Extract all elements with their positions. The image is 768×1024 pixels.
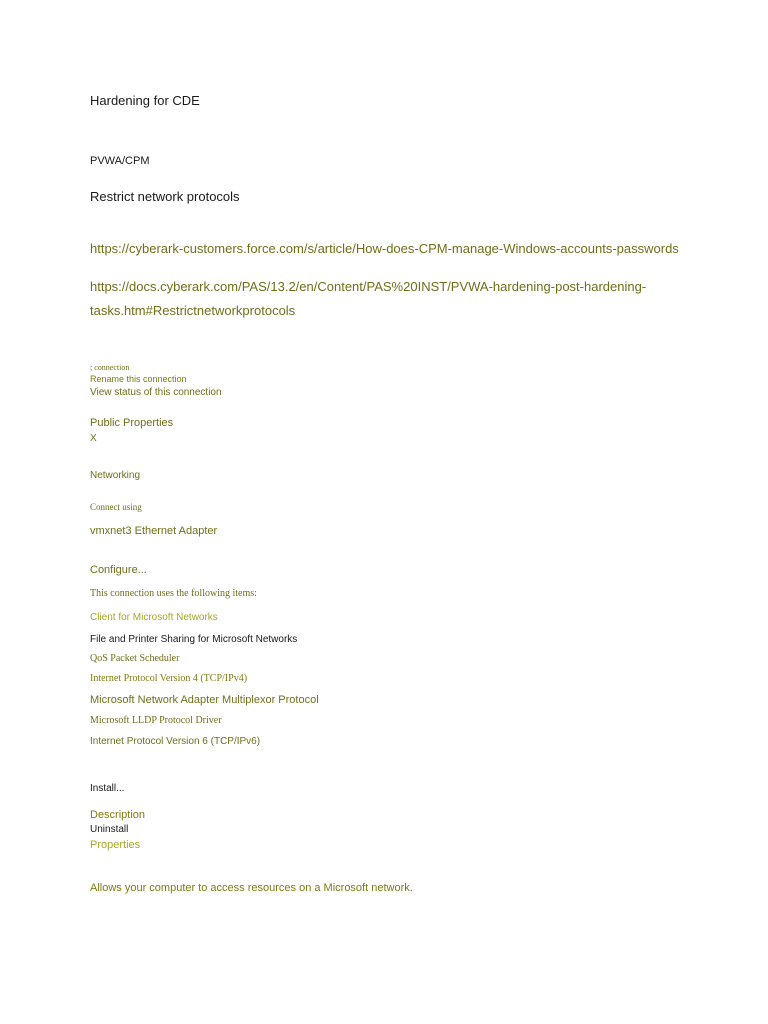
list-item[interactable]: Microsoft LLDP Protocol Driver xyxy=(90,715,222,726)
rename-connection-menu-item[interactable]: Rename this connection xyxy=(90,374,187,384)
close-button[interactable]: X xyxy=(90,433,97,444)
description-text: Allows your computer to access resources on a Microsoft network. xyxy=(90,882,413,894)
connect-using-label: Connect using xyxy=(90,502,142,512)
connection-menu-item[interactable]: ; connection xyxy=(90,363,130,372)
list-item[interactable]: Internet Protocol Version 6 (TCP/IPv6) xyxy=(90,736,261,747)
tab-networking[interactable]: Networking xyxy=(90,470,141,481)
link-line-1: https://docs.cyberark.com/PAS/13.2/en/Content/PAS%20INST/PVWA-hardening-post-hardening- xyxy=(90,279,647,294)
link-line-2: tasks.htm#Restrictnetworkprotocols xyxy=(90,303,296,318)
section-heading: PVWA/CPM xyxy=(90,155,150,167)
configure-button[interactable]: Configure... xyxy=(90,564,147,576)
list-item[interactable]: Microsoft Network Adapter Multiplexor Protocol xyxy=(90,694,319,706)
list-item[interactable]: File and Printer Sharing for Microsoft Networks xyxy=(90,634,298,645)
items-label: This connection uses the following items: xyxy=(90,588,257,599)
properties-window-title: Public Properties xyxy=(90,417,174,429)
list-item[interactable]: Internet Protocol Version 4 (TCP/IPv4) xyxy=(90,673,248,684)
cyberark-customers-link[interactable]: https://cyberark-customers.force.com/s/article/How-does-CPM-manage-Windows-accounts-passwords xyxy=(90,241,679,256)
list-item[interactable]: Client for Microsoft Networks xyxy=(90,612,218,623)
view-status-menu-item[interactable]: View status of this connection xyxy=(90,387,222,398)
cyberark-docs-link[interactable] xyxy=(90,275,646,323)
uninstall-button[interactable]: Uninstall xyxy=(90,824,129,835)
document-title: Hardening for CDE xyxy=(90,93,200,108)
description-label: Description xyxy=(90,809,146,821)
properties-button[interactable]: Properties xyxy=(90,839,141,851)
list-item[interactable]: QoS Packet Scheduler xyxy=(90,653,180,664)
subsection-heading: Restrict network protocols xyxy=(90,189,240,204)
adapter-name: vmxnet3 Ethernet Adapter xyxy=(90,525,218,537)
install-button[interactable]: Install... xyxy=(90,783,125,794)
